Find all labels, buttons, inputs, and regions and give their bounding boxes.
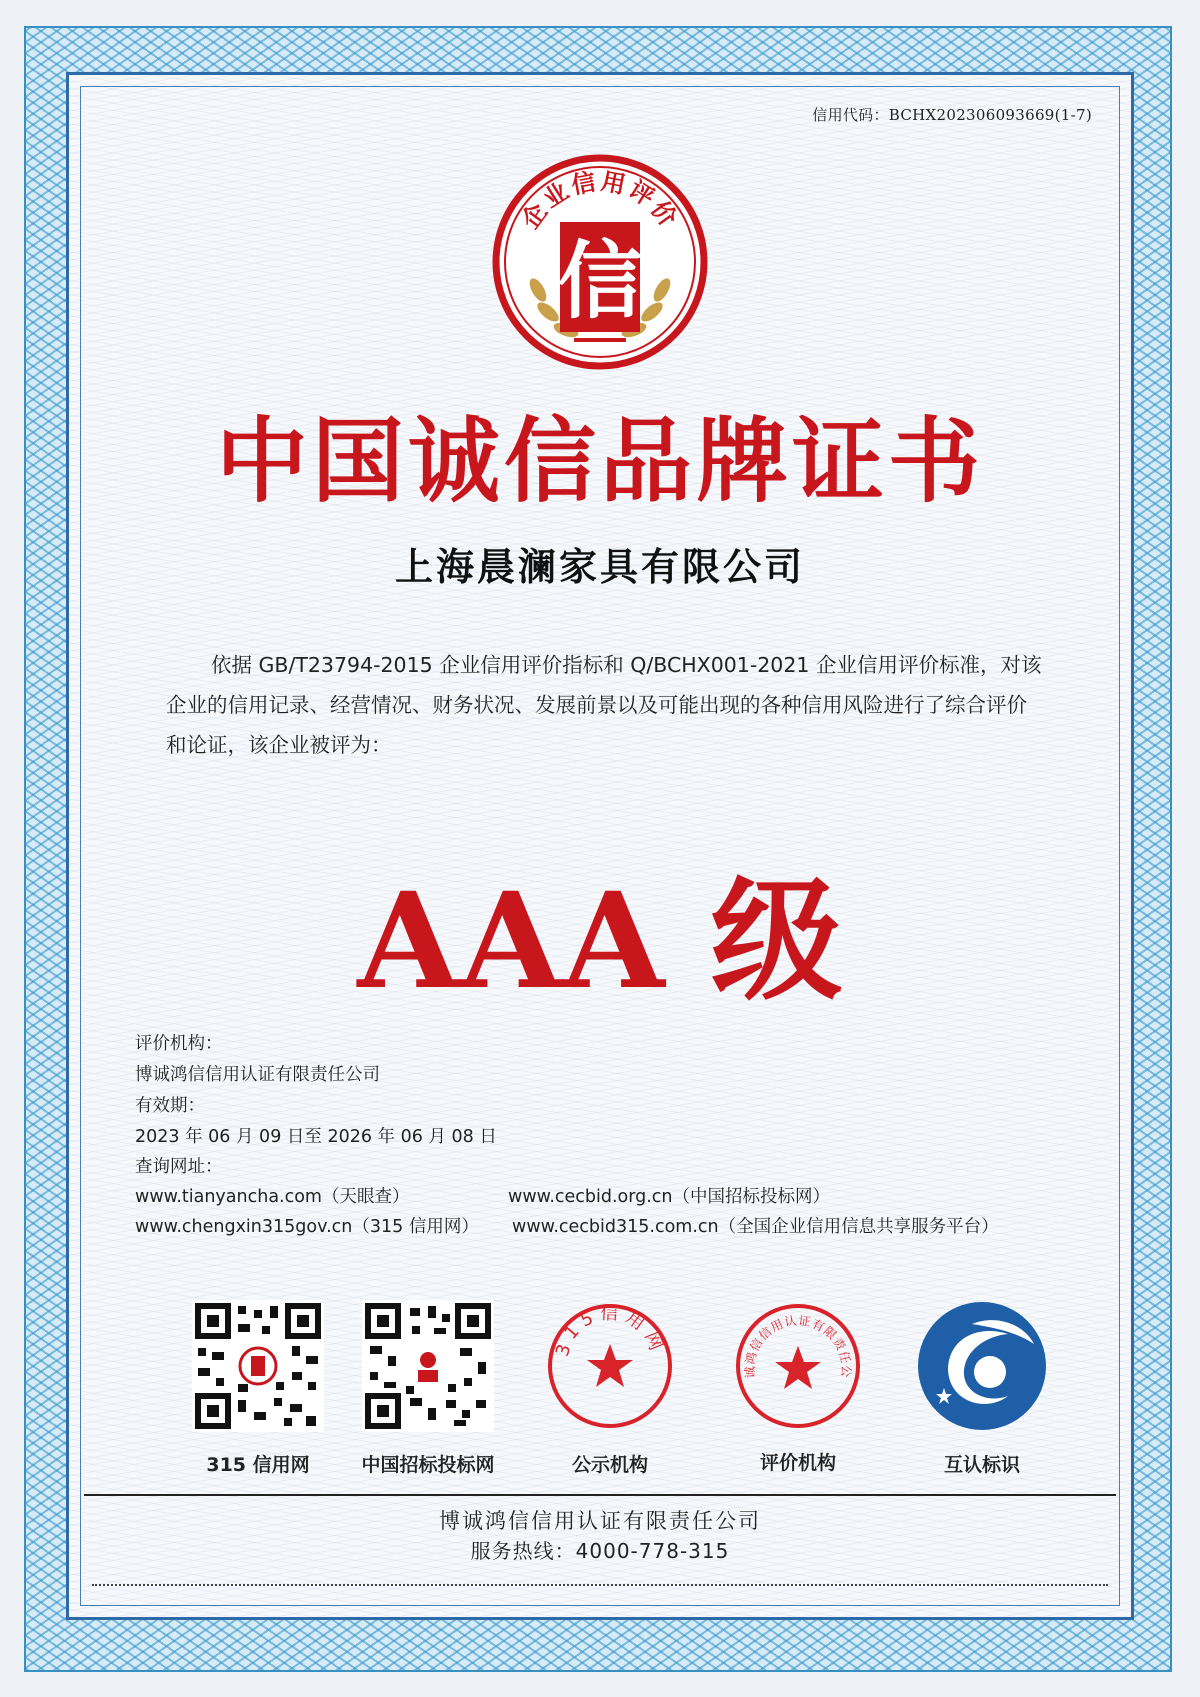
seal-center-char: 信 bbox=[557, 232, 643, 330]
link-chengxin315[interactable]: www.chengxin315gov.cn（315 信用网） bbox=[135, 1217, 479, 1237]
seal-ring-text: 企业信用评价 bbox=[516, 167, 684, 234]
agency-label: 评价机构： bbox=[135, 1034, 223, 1054]
credit-grade: AAA 级 bbox=[357, 864, 843, 1019]
validity-value: 2023 年 06 月 09 日至 2026 年 06 月 08 日 bbox=[135, 1127, 497, 1147]
link-cecbid315[interactable]: www.cecbid315.com.cn（全国企业信用信息共享服务平台） bbox=[512, 1217, 999, 1237]
qr-code-315[interactable] bbox=[192, 1300, 324, 1432]
footer-company: 博诚鸿信信用认证有限责任公司 bbox=[439, 1509, 761, 1533]
qr-code-cecbid[interactable] bbox=[362, 1300, 494, 1432]
footer-dotted-line bbox=[92, 1584, 1108, 1586]
agency-value: 博诚鸿信信用认证有限责任公司 bbox=[135, 1065, 380, 1085]
mutual-recognition-label: 互认标识 bbox=[943, 1454, 1020, 1476]
certificate-title: 中国诚信品牌证书 bbox=[215, 408, 984, 515]
validity-label: 有效期： bbox=[135, 1096, 205, 1116]
link-tianyancha[interactable]: www.tianyancha.com（天眼查） bbox=[135, 1187, 410, 1207]
link-cecbid[interactable]: www.cecbid.org.cn（中国招标投标网） bbox=[508, 1187, 831, 1207]
credit-rating-seal bbox=[488, 150, 712, 374]
footer-divider bbox=[84, 1494, 1116, 1496]
publicity-agency-stamp bbox=[546, 1302, 674, 1430]
evaluation-agency-label: 评价机构 bbox=[759, 1452, 836, 1474]
company-name: 上海晨澜家具有限公司 bbox=[394, 545, 805, 589]
publicity-agency-label: 公示机构 bbox=[571, 1454, 648, 1476]
qr-315-label: 315 信用网 bbox=[206, 1454, 310, 1476]
stamp2-text: 诚鸿信信用认证有限责任公 bbox=[742, 1313, 854, 1379]
service-hotline: 服务热线：4000-778-315 bbox=[470, 1539, 730, 1563]
mutual-recognition-mark-icon bbox=[916, 1300, 1048, 1432]
stamp1-text: 315信用网 bbox=[551, 1302, 669, 1359]
credit-code: 信用代码：BCHX202306093669(1-7) bbox=[812, 106, 1092, 124]
evaluation-agency-stamp bbox=[734, 1302, 862, 1430]
qr-cecbid-label: 中国招标投标网 bbox=[361, 1454, 495, 1476]
query-label: 查询网址： bbox=[135, 1157, 223, 1177]
evaluation-statement: 依据 GB/T23794-2015 企业信用评价指标和 Q/BCHX001-2021 企业信用评价标准，对该企业的信用记录、经营情况、财务状况、发展前景以及可能出现的各种信用风险进行了综合评价和论证，该企业被评为： bbox=[166, 653, 1042, 757]
